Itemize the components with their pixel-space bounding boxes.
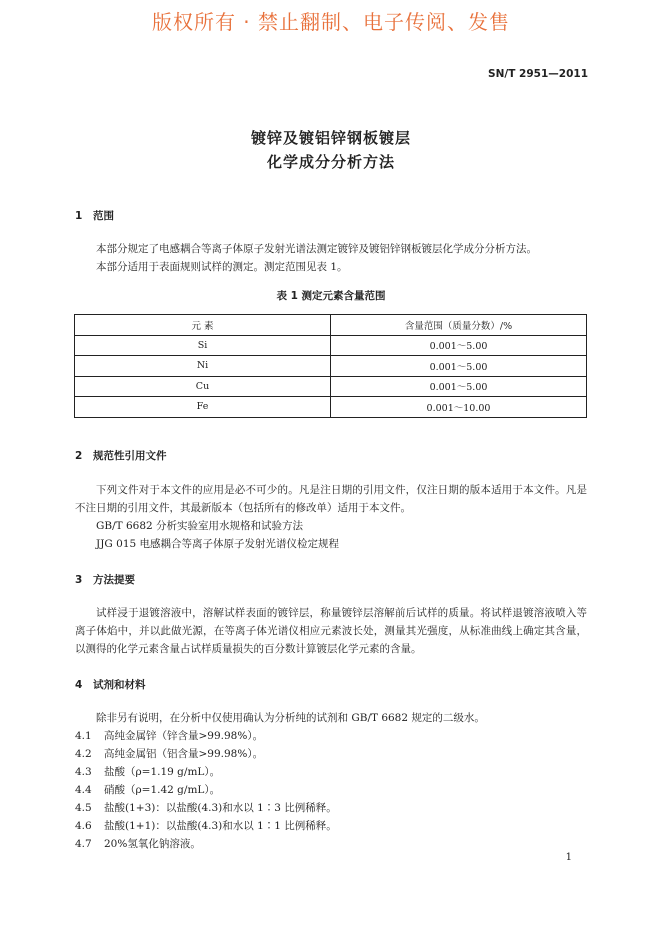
table-cell-range: 0.001～5.00 (331, 356, 587, 377)
item-text: 硝酸（ρ=1.42 g/mL）。 (104, 784, 221, 796)
item-number: 4.2 (75, 748, 92, 760)
section-1-heading (75, 208, 114, 223)
section-title: 试剂和材料 (93, 679, 146, 691)
table-row (75, 356, 587, 377)
table-cell-range: 0.001～5.00 (331, 335, 587, 356)
section-title: 方法提要 (93, 574, 135, 586)
section-number: 2 (75, 450, 83, 462)
section-4-heading (75, 677, 146, 692)
section-number: 3 (75, 574, 83, 586)
item-text: 高纯金属锌（锌含量>99.98%）。 (104, 730, 264, 742)
table-cell-element: Cu (75, 376, 331, 397)
element-range-table (74, 314, 587, 418)
title-line-2: 化学成分分析方法 (266, 153, 395, 171)
item-number: 4.5 (75, 802, 92, 814)
table-1-caption: 表 1 测定元素含量范围 (276, 290, 386, 302)
reagent-item (75, 745, 263, 763)
table-cell-element: Fe (75, 397, 331, 418)
section-2-paragraph: 下列文件对于本文件的应用是必不可少的。凡是注日期的引用文件，仅注日期的版本适用于本文件。凡是不注日期的引用文件，其最新版本（包括所有的修改单）适用于本文件。 (75, 484, 587, 514)
section-title: 范围 (93, 210, 114, 222)
section-1-paragraph-1: 本部分规定了电感耦合等离子体原子发射光谱法测定镀锌及镀铝锌钢板镀层化学成分分析方法。 (96, 243, 537, 255)
table-row (75, 397, 587, 418)
copyright-watermark: 版权所有 · 禁止翻制、电子传阅、发售 (151, 10, 511, 34)
reagent-item (75, 835, 201, 853)
item-text: 盐酸(1+3)：以盐酸(4.3)和水以 1∶3 比例稀释。 (104, 802, 337, 814)
item-number: 4.7 (75, 838, 92, 850)
table-header-row (75, 315, 587, 336)
table-cell-element: Ni (75, 356, 331, 377)
reagent-item (75, 727, 263, 745)
reagent-item (75, 781, 220, 799)
table-cell-element: Si (75, 335, 331, 356)
table-cell-range: 0.001～5.00 (331, 376, 587, 397)
section-title: 规范性引用文件 (93, 450, 167, 462)
item-text: 盐酸（ρ=1.19 g/mL）。 (104, 766, 221, 778)
item-text: 高纯金属铝（铝含量>99.98%）。 (104, 748, 264, 760)
standard-code: SN/T 2951—2011 (488, 68, 588, 80)
table-cell-range: 0.001～10.00 (331, 397, 587, 418)
normative-reference-1: GB/T 6682 分析实验室用水规格和试验方法 (96, 520, 304, 532)
table-row (75, 335, 587, 356)
section-number: 1 (75, 210, 83, 222)
section-3-paragraph: 试样浸于退镀溶液中，溶解试样表面的镀锌层，称量镀锌层溶解前后试样的质量。将试样退镀溶液喷入等离子体焰中，并以此做光源，在等离子体光谱仪相应元素波长处，测量其光强度，从标准曲线上确定其含量，以测得的化学元素含量占试样质量损失的百分数计算镀层化学元素的含量。 (75, 607, 587, 655)
normative-reference-2: JJG 015 电感耦合等离子体原子发射光谱仪检定规程 (96, 538, 340, 550)
section-1-paragraph-2: 本部分适用于表面规则试样的测定。测定范围见表 1。 (96, 261, 348, 273)
document-title (0, 126, 662, 174)
table-header-cell: 元 素 (75, 315, 331, 336)
item-number: 4.4 (75, 784, 92, 796)
item-text: 盐酸(1+1)：以盐酸(4.3)和水以 1∶1 比例稀释。 (104, 820, 337, 832)
page-number: 1 (565, 852, 572, 863)
table-header-cell: 含量范围（质量分数）/% (331, 315, 587, 336)
item-number: 4.6 (75, 820, 92, 832)
reagent-item (75, 799, 337, 817)
title-line-1: 镀锌及镀铝锌钢板镀层 (250, 129, 411, 147)
reagent-item (75, 763, 220, 781)
item-text: 20%氢氧化钠溶液。 (104, 838, 201, 850)
section-4-paragraph: 除非另有说明，在分析中仅使用确认为分析纯的试剂和 GB/T 6682 规定的二级水。 (96, 712, 485, 724)
section-number: 4 (75, 679, 83, 691)
item-number: 4.3 (75, 766, 92, 778)
section-3-heading (75, 572, 135, 587)
item-number: 4.1 (75, 730, 92, 742)
section-2-heading (75, 448, 167, 463)
reagent-item (75, 817, 337, 835)
table-row (75, 376, 587, 397)
